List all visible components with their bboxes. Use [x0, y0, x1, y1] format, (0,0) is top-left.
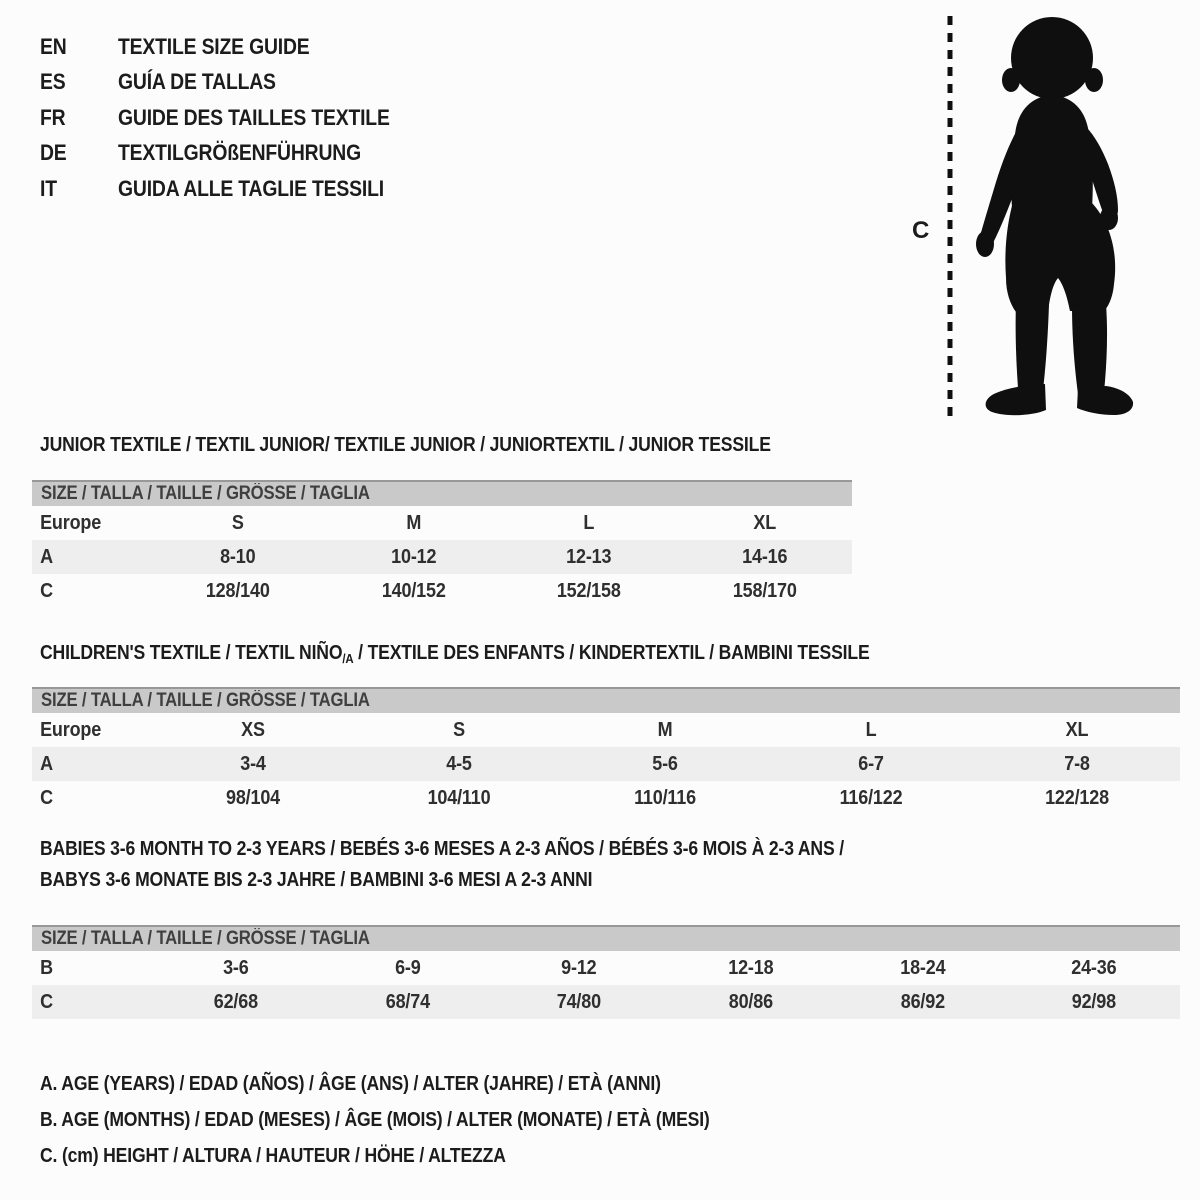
table-header-text: SIZE / TALLA / TAILLE / GRÖSSE / TAGLIA [41, 928, 370, 949]
table-header [32, 480, 852, 506]
language-code [40, 176, 118, 202]
language-code-text: IT [40, 175, 57, 201]
children-title-subscript: /A [342, 651, 354, 666]
table-cell: 4-5 [446, 752, 472, 775]
table-row [32, 574, 852, 608]
legend-line [40, 1066, 801, 1102]
table-cell: 5-6 [652, 752, 678, 775]
table-cell: 62/68 [213, 990, 258, 1013]
table-cell: 110/116 [634, 786, 696, 809]
language-row [40, 65, 427, 101]
height-measure-dashed-line [944, 16, 956, 416]
children-size-table [32, 687, 1180, 815]
babies-section-title-line2: BABYS 3-6 MONATE BIS 2-3 JAHRE / BAMBINI 3-6 MESI A 2-3 ANNI [40, 869, 593, 891]
table-cell: S [453, 718, 465, 741]
table-header-text: SIZE / TALLA / TAILLE / GRÖSSE / TAGLIA [41, 690, 370, 711]
row-label: C [40, 990, 53, 1013]
language-code [40, 140, 118, 166]
table-cell: 18-24 [899, 956, 946, 979]
language-title [118, 176, 420, 202]
table-header [32, 687, 1180, 713]
children-section-title-text [40, 642, 870, 666]
table-cell: 12-13 [566, 545, 612, 568]
legend-line [40, 1102, 801, 1138]
language-row [40, 100, 427, 136]
junior-section-title-text: JUNIOR TEXTILE / TEXTIL JUNIOR/ TEXTILE JUNIOR / JUNIORTEXTIL / JUNIOR TESSILE [40, 434, 771, 456]
toddler-silhouette-icon [966, 16, 1136, 416]
table-cell: 122/128 [1045, 786, 1109, 809]
table-cell: 24-36 [1071, 956, 1117, 979]
junior-section-title [40, 434, 870, 457]
table-row [32, 747, 1180, 781]
table-cell: 3-4 [240, 752, 266, 775]
table-cell: 152/158 [556, 579, 621, 602]
children-section-title [40, 642, 983, 666]
table-cell: M [405, 511, 421, 534]
language-code-text: FR [40, 104, 66, 130]
language-row [40, 136, 427, 172]
table-cell: 128/140 [205, 579, 270, 602]
language-title-text: GUÍA DE TALLAS [118, 69, 276, 95]
babies-section-title [40, 834, 954, 896]
table-cell: 98/104 [226, 786, 280, 809]
table-cell: 10-12 [390, 545, 436, 568]
table-row [32, 985, 1180, 1019]
legend-line-text: A. AGE (YEARS) / EDAD (AÑOS) / ÂGE (ANS) / ALTER (JAHRE) / ETÀ (ANNI) [40, 1072, 661, 1095]
language-code [40, 69, 118, 95]
row-label: Europe [40, 718, 102, 741]
measure-label-c: C [912, 217, 930, 244]
row-label: Europe [40, 511, 102, 534]
table-cell: 86/92 [900, 990, 945, 1013]
row-label: C [40, 579, 53, 602]
table-cell: M [657, 718, 673, 741]
language-title-text: TEXTILE SIZE GUIDE [118, 33, 310, 59]
language-code-text: DE [40, 140, 67, 166]
table-cell: 92/98 [1072, 990, 1117, 1013]
table-cell: 8-10 [220, 545, 256, 568]
babies-size-table [32, 925, 1180, 1019]
table-cell: 6-7 [858, 752, 884, 775]
table-cell: 158/170 [732, 579, 797, 602]
language-code-text: ES [40, 69, 66, 95]
language-code [40, 34, 118, 60]
table-cell: 80/86 [728, 990, 773, 1013]
language-title-text: TEXTILGRÖßENFÜHRUNG [118, 140, 361, 166]
row-label: B [40, 956, 53, 979]
language-guide [40, 29, 427, 207]
table-cell: 6-9 [394, 956, 421, 979]
language-title [118, 34, 336, 60]
table-cell: XL [752, 511, 776, 534]
table-cell: L [583, 511, 595, 534]
table-header-text: SIZE / TALLA / TAILLE / GRÖSSE / TAGLIA [41, 483, 370, 504]
row-label: A [40, 752, 53, 775]
legend-line-text: B. AGE (MONTHS) / EDAD (MESES) / ÂGE (MOIS) / ALTER (MONATE) / ETÀ (MESI) [40, 1108, 710, 1131]
legend [40, 1066, 801, 1174]
table-row [32, 540, 852, 574]
row-label: C [40, 786, 53, 809]
children-title-prefix: CHILDREN'S TEXTILE / TEXTIL NIÑO [40, 642, 343, 664]
language-row [40, 29, 427, 65]
table-cell: 7-8 [1064, 752, 1090, 775]
children-title-suffix: / TEXTILE DES ENFANTS / KINDERTEXTIL / BAMBINI TESSILE [353, 642, 870, 664]
junior-size-table [32, 480, 852, 608]
table-cell: 74/80 [557, 990, 602, 1013]
table-cell: 104/110 [427, 786, 491, 809]
babies-section-title-line1: BABIES 3-6 MONTH TO 2-3 YEARS / BEBÉS 3-6 MESES A 2-3 AÑOS / BÉBÉS 3-6 MOIS À 2-3 ANS / [40, 838, 844, 860]
table-row [32, 506, 852, 540]
language-title-text: GUIDA ALLE TAGLIE TESSILI [118, 175, 384, 201]
table-cell: L [865, 718, 877, 741]
table-cell: 9-12 [561, 956, 597, 979]
table-cell: S [231, 511, 244, 534]
language-code-text: EN [40, 33, 67, 59]
language-code [40, 105, 118, 131]
legend-line-text: C. (cm) HEIGHT / ALTURA / HAUTEUR / HÖHE / ALTEZZA [40, 1144, 506, 1167]
table-cell: 68/74 [385, 990, 430, 1013]
table-row [32, 951, 1180, 985]
table-row [32, 713, 1180, 747]
table-cell: 3-6 [223, 956, 249, 979]
table-header [32, 925, 1180, 951]
legend-line [40, 1138, 801, 1174]
table-cell: XS [241, 718, 265, 741]
table-cell: 12-18 [728, 956, 774, 979]
table-cell: 116/122 [839, 786, 903, 809]
table-cell: 140/152 [381, 579, 446, 602]
language-title [118, 69, 297, 95]
language-row [40, 171, 427, 207]
table-cell: 14-16 [741, 545, 787, 568]
row-label: A [40, 545, 53, 568]
table-row [32, 781, 1180, 815]
language-title [118, 140, 394, 166]
language-title [118, 105, 427, 131]
table-cell: XL [1065, 718, 1089, 741]
language-title-text: GUIDE DES TAILLES TEXTILE [118, 104, 390, 130]
